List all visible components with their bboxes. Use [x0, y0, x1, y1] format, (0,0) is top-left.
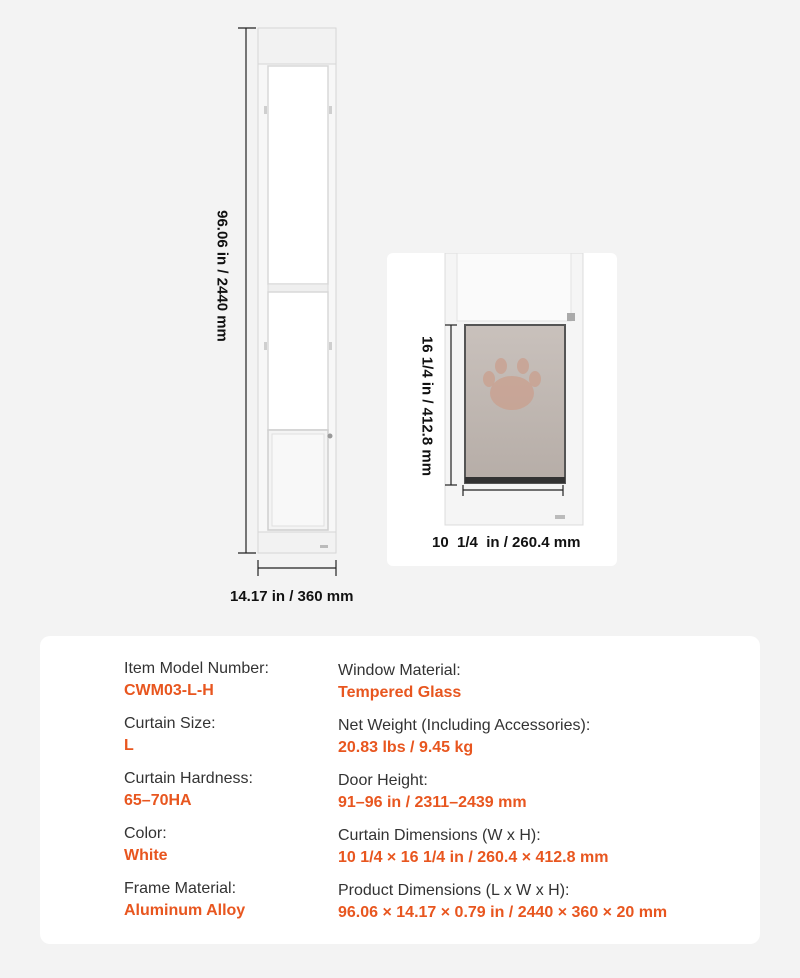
spec-product-dimensions: Product Dimensions (L x W x H): 96.06 × 14.17 × 0.79 in / 2440 × 360 × 20 mm [338, 882, 668, 921]
spec-curtain-hardness: Curtain Hardness: 65–70HA [124, 770, 253, 809]
spec-curtain-size: Curtain Size: L [124, 715, 216, 754]
door-product-image [230, 20, 370, 580]
spec-window-material: Window Material: Tempered Glass [338, 662, 462, 701]
door-height-text: 96.06 in / 2440 mm [213, 210, 231, 342]
spec-item-model-number: Item Model Number: CWM03-L-H [124, 660, 269, 699]
spec-color: Color: White [124, 825, 168, 864]
door-width-label: 14.17 in / 360 mm [230, 588, 354, 605]
spec-door-height: Door Height: 91–96 in / 2311–2439 mm [338, 772, 527, 811]
spec-curtain-dimensions: Curtain Dimensions (W x H): 10 1/4 × 16 1/4 in / 260.4 × 412.8 mm [338, 827, 609, 866]
flap-width-label: 10 1/4 in / 260.4 mm [432, 534, 581, 551]
spec-frame-material: Frame Material: Aluminum Alloy [124, 880, 246, 919]
flap-height-label: 16 1/4 in / 412.8 mm [418, 335, 436, 477]
specifications-card [40, 636, 760, 944]
spec-net-weight: Net Weight (Including Accessories): 20.83 lbs / 9.45 kg [338, 717, 591, 756]
